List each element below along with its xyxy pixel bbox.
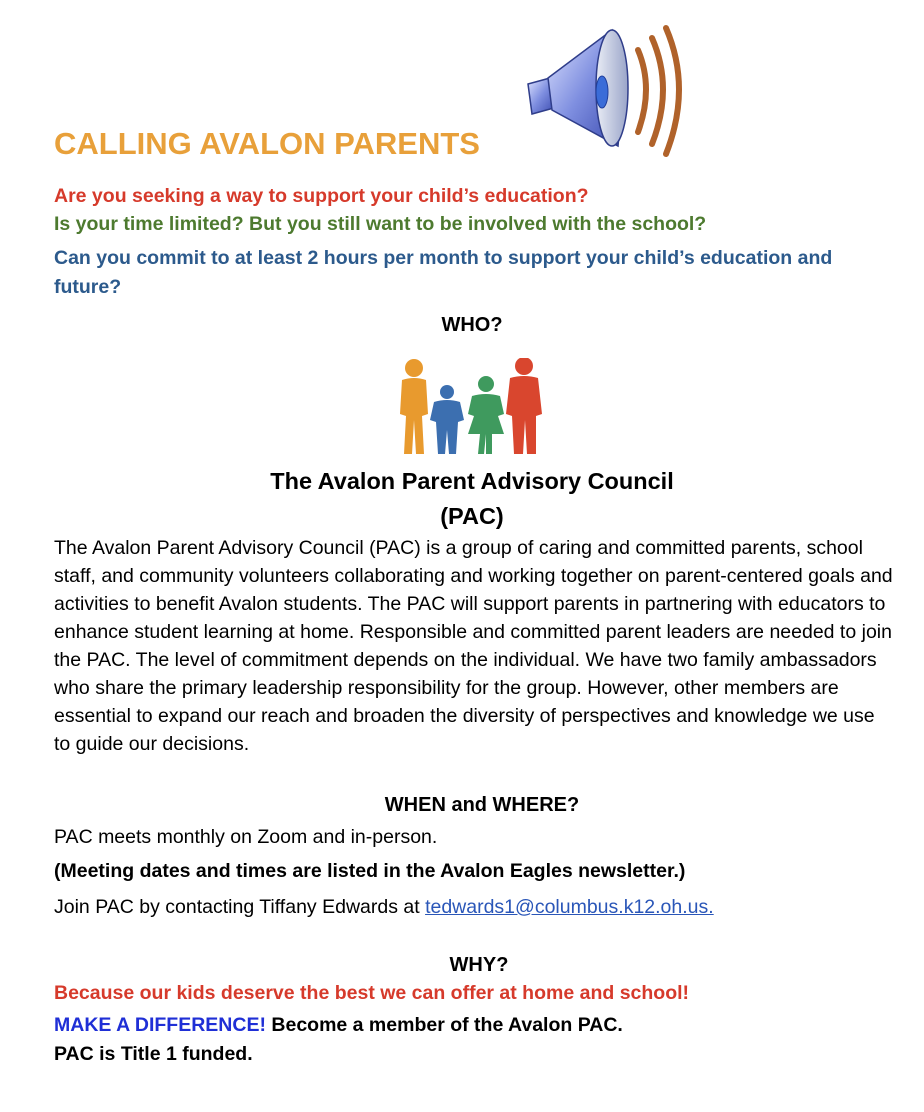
- why-heading: WHY?: [449, 954, 509, 976]
- why-reason: Because our kids deserve the best we can offer at home and school!: [54, 982, 690, 1004]
- make-difference-text: MAKE A DIFFERENCE!: [54, 1014, 266, 1036]
- join-contact-line: [54, 896, 714, 919]
- join-text: Join PAC by contacting Tiffany Edwards at: [54, 896, 426, 918]
- question-commit-hours: Can you commit to at least 2 hours per month to support your child’s education and future?: [54, 247, 833, 298]
- family-icon: [392, 358, 552, 456]
- council-name: The Avalon Parent Advisory Council: [270, 468, 674, 494]
- meeting-info: PAC meets monthly on Zoom and in-person.: [54, 826, 438, 848]
- become-member-text: Become a member of the Avalon PAC.: [265, 1014, 623, 1036]
- funding-note: PAC is Title 1 funded.: [54, 1043, 253, 1065]
- call-to-action: [54, 1014, 623, 1037]
- meeting-dates-note: (Meeting dates and times are listed in the Avalon Eagles newsletter.): [54, 860, 686, 882]
- question-support-education: Are you seeking a way to support your child’s education?: [54, 185, 589, 207]
- page-title: CALLING AVALON PARENTS: [54, 126, 480, 161]
- council-description: The Avalon Parent Advisory Council (PAC) is a group of caring and committed parents, school staff, and community volunteers collaborating and working together on parent-centered goals and activities to benefit Avalon students. The PAC will support parents in partnering with educators to enhance student learning at home. Responsible and committed parent leaders are needed to join the PAC. The level of commitment depends on the individual. We have two family ambassadors who share the primary leadership responsibility for the group. However, other members are essential to expand our reach and broaden the diversity of perspectives and knowledge we use to guide our decisions.: [54, 537, 893, 755]
- contact-email-link[interactable]: tedwards1@columbus.k12.oh.us.: [425, 896, 714, 918]
- who-heading: WHO?: [441, 314, 503, 336]
- when-where-heading: WHEN and WHERE?: [384, 794, 580, 816]
- question-time-limited: Is your time limited? But you still want to be involved with the school?: [54, 213, 707, 235]
- megaphone-icon: [520, 22, 688, 162]
- council-abbreviation: (PAC): [440, 503, 504, 529]
